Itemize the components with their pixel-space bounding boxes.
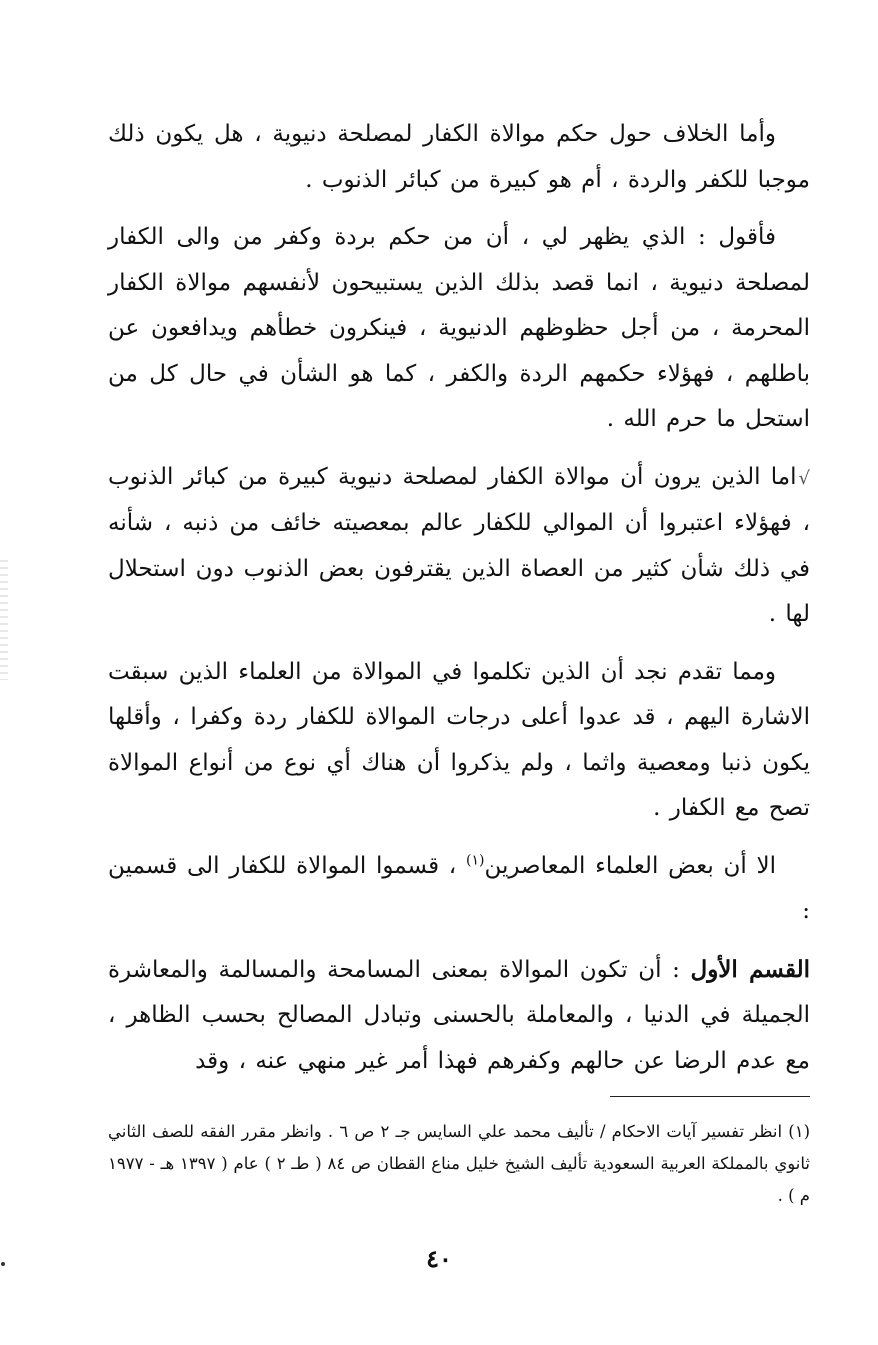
scan-speck	[1, 1262, 5, 1266]
check-mark-icon: √	[798, 467, 810, 489]
paragraph-5	[108, 844, 810, 935]
paragraph-3	[108, 455, 810, 638]
paragraph-2: فأقول : الذي يظهر لي ، أن من حكم بردة وكفر من والى الكفار لمصلحة دنيوية ، انما قصد بذلك الذين يستبيحون لأنفسهم موالاة الكفار المحرمة ، من أجل حظوظهم الدنيوية ، فينكرون خطأهم ويدافعون عن باطلهم ، فهؤلاء حكمهم الردة والكفر ، كما هو الشأن في حال كل من استحل ما حرم الله .	[108, 224, 810, 432]
paragraph-1: وأما الخلاف حول حكم موالاة الكفار لمصلحة دنيوية ، هل يكون ذلك موجبا للكفر والردة ، أم هو كبيرة من كبائر الذنوب .	[108, 121, 810, 193]
paragraph-6	[108, 947, 810, 1085]
footnote: (١) انظر تفسير آيات الاحكام / تأليف محمد علي السايس جـ ٢ ص ٦ . وانظر مقرر الفقه للصف الثاني ثانوي بالمملكة العربية السعودية تأليف الشيخ خليل مناع القطان ص ٨٤ ( طـ ٢ ) عام ( ١٣٩٧ هـ - ١٩٧٧ م ) .	[108, 1122, 810, 1205]
paragraph-3-text: اما الذين يرون أن موالاة الكفار لمصلحة دنيوية كبيرة من كبائر الذنوب ، فهؤلاء اعتبروا أن الموالي للكفار عالم بمعصيته خائف من ذنبه ، شأنه في ذلك شأن كثير من العصاة الذين يقترفون بعض الذنوب دون استحلال لها .	[108, 463, 810, 627]
page-number: ٤٠	[426, 1244, 452, 1273]
footnote-divider	[610, 1096, 810, 1097]
section-heading-first: القسم الأول	[690, 955, 810, 983]
paragraph-4: ومما تقدم نجد أن الذين تكلموا في الموالاة من العلماء الذين سبقت الاشارة اليهم ، قد عدوا أعلى درجات الموالاة للكفار ردة وكفرا ، وأقلها يكون ذنبا ومعصية واثما ، ولم يذكروا أن هناك أي نوع من أنواع الموالاة تصح مع الكفار .	[108, 658, 810, 821]
footnote-reference: (١)	[465, 851, 485, 868]
scan-edge-speckle	[0, 560, 8, 680]
paragraph-5-text-end: ، قسموا الموالاة للكفار الى قسمين :	[108, 852, 810, 924]
paragraph-5-text-start: الا أن بعض العلماء المعاصرين	[484, 852, 776, 879]
paragraph-6-text: : أن تكون الموالاة بمعنى المسامحة والمسالمة والمعاشرة الجميلة في الدنيا ، والمعاملة بالحسنى وتبادل المصالح بحسب الظاهر ، مع عدم الرضا عن حالهم وكفرهم فهذا أمر غير منهي عنه ، وقد	[108, 956, 810, 1074]
main-text	[108, 112, 810, 1096]
